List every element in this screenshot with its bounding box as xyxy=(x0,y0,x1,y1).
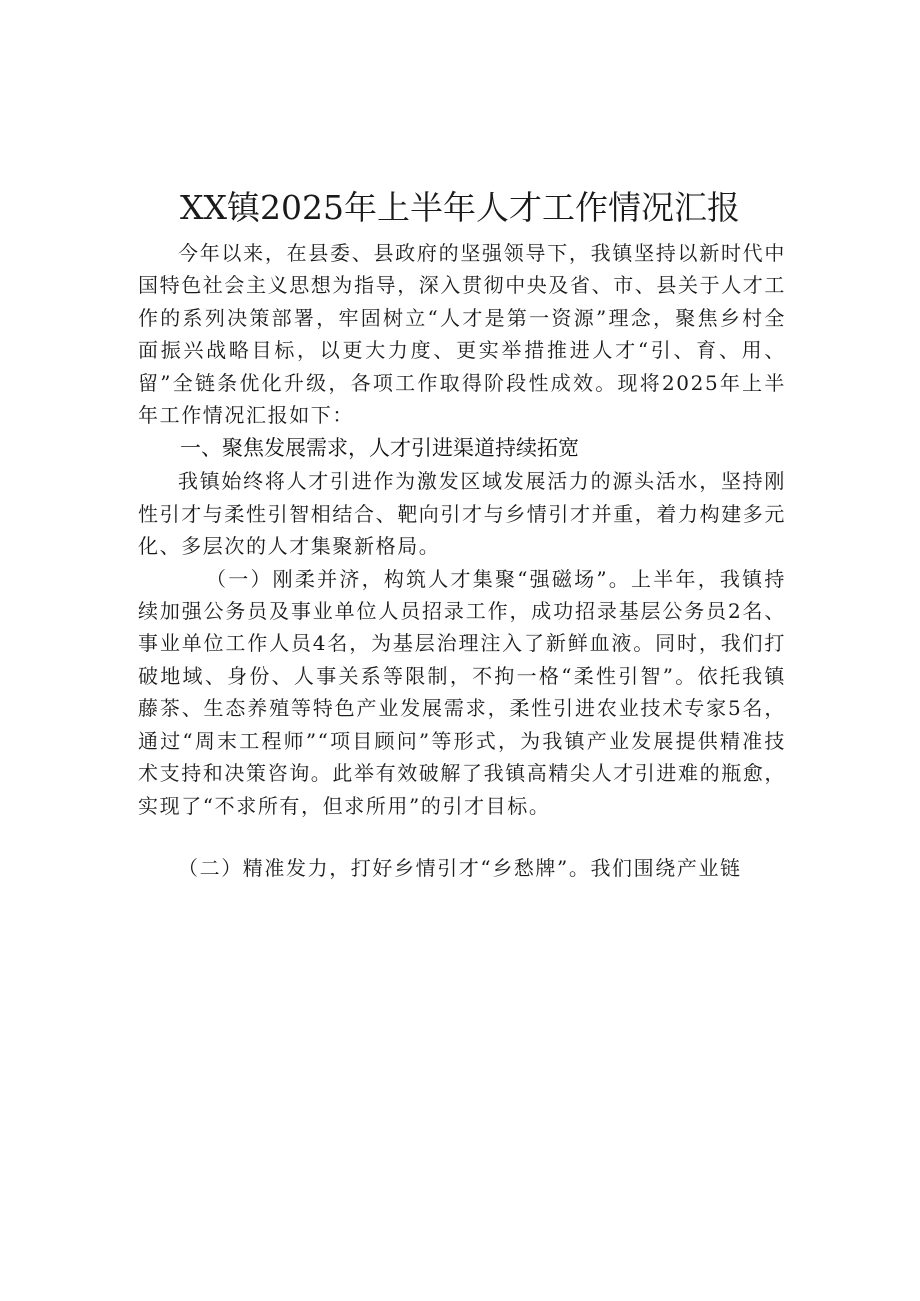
section-1-paragraph: 我镇始终将人才引进作为激发区域发展活力的源头活水，坚持刚性引才与柔性引智相结合、靶向引才与乡情引才并重，着力构建多元化、多层次的人才集聚新格局。 xyxy=(138,469,786,559)
document-title: XX镇2025年上半年人才工作情况汇报 xyxy=(180,188,740,228)
subsection-1-paragraph: （一）刚柔并济，构筑人才集聚“强磁场”。上半年，我镇持续加强公务员及事业单位人员招录工作，成功招录基层公务员2名、事业单位工作人员4名，为基层治理注入了新鲜血液。同时，我们打破地域、身份、人事关系等限制，不拘一格“柔性引智”。依托我镇藤茶、生态养殖等特色产业发展需求，柔性引进农业技术专家5名，通过“周末工程师”“项目顾问”等形式，为我镇产业发展提供精准技术支持和决策咨询。此举有效破解了我镇高精尖人才引进难的瓶愈，实现了“不求所有，但求所用”的引才目标。 xyxy=(138,566,786,818)
document-body xyxy=(138,237,786,884)
subsection-2-paragraph: （二）精准发力，打好乡情引才“乡愁牌”。我们围绕产业链 xyxy=(178,855,742,880)
paragraph-gap xyxy=(138,822,786,852)
intro-paragraph: 今年以来，在县委、县政府的坚强领导下，我镇坚持以新时代中国特色社会主义思想为指导，深入贯彻中央及省、市、县关于人才工作的系列决策部署，牢固树立“人才是第一资源”理念，聚焦乡村全面振兴战略目标，以更大力度、更实举措推进人才“引、育、用、留”全链条优化升级，各项工作取得阶段性成效。现将2025年上半年工作情况汇报如下： xyxy=(138,241,786,428)
section-heading-1: 一、聚焦发展需求，人才引进渠道持续拓宽 xyxy=(180,436,579,461)
